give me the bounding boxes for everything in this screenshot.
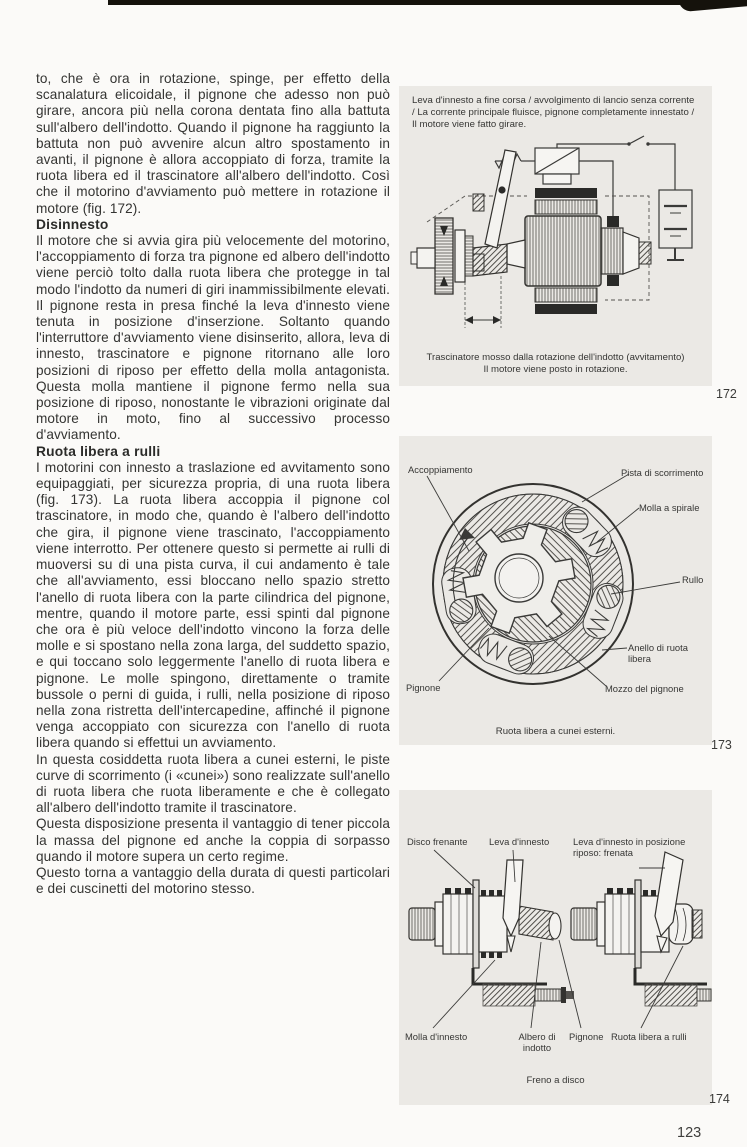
figure-172-panel	[399, 86, 712, 386]
label-pignone: Pignone	[406, 682, 441, 693]
label-ruota-libera-a-rulli: Ruota libera a rulli	[611, 1031, 687, 1042]
paragraph-ruota-1: I motorini con innesto a traslazione ed avvitamento sono equipaggiati, per sicurezza propria, di una ruota libera (fig. 173). La ruota libera accoppia il pignone col trascinatore, in modo che, quando è l'albero dell'indotto che gira, il pignone viene trascinato, l'accoppiamento viene interrotto. Per ottenere questo si permette ai rulli di muoversi su di una pista curva, il cui andamento è tale che all'avviamento, essi bloccano nello spazio stretto l'anello di ruota libera con la parte cilindrica del pignone, mentre, quando il motore parte, essi spinti dal pignone che ora è più veloce dell'indotto vincono la forza delle molle e si spostano nella zona larga, del suddetto spazio, e qui toccano solo leggermente l'anello di ruota libera e pignone. Le molle spingono, direttamente o tramite bussole o perni di guida, i rulli, nella posizione di riposo nella zona ristretta dell'intercapedine, affinché il pignone venga accoppiato con sicurezza con l'anello di ruota libera quando si effettui un avviamento.	[36, 459, 390, 751]
label-molla-a-spirale: Molla a spirale	[639, 502, 700, 513]
paragraph-ruota-2: In questa cosiddetta ruota libera a cunei esterni, le piste curve di scorrimento (i «cunei») sono realizzate sull'anello di ruota libera che ruota liberamente e che è collegato all'albero dell'indotto tramite il trascinatore.	[36, 751, 390, 816]
figure-172-caption-bottom	[399, 352, 712, 376]
armature	[525, 188, 601, 314]
figure-number-174: 174	[709, 1092, 730, 1106]
figure-172-caption-bottom-line2: Il motore viene posto in rotazione.	[483, 364, 628, 376]
battery-symbol	[659, 190, 692, 260]
paragraph-ruota-4: Questo torna a vantaggio della durata di questi particolari e dei cuscinetti del motorino stesso.	[36, 864, 390, 897]
starter-drive-engaged	[409, 860, 574, 1006]
figure-172-caption-bottom-line1: Trascinatore mosso dalla rotazione dell'indotto (avvitamento)	[426, 352, 685, 364]
label-leva-innesto: Leva d'innesto	[489, 836, 550, 847]
figure-number-172: 172	[716, 387, 737, 401]
body-text-column	[36, 71, 390, 897]
scan-top-corner-mark	[679, 0, 747, 12]
label-accoppiamento: Accoppiamento	[408, 464, 473, 475]
switch-contact	[627, 142, 630, 145]
figure-174-caption: Freno a disco	[526, 1075, 585, 1086]
section-heading-disinnesto: Disinnesto	[36, 216, 109, 232]
figure-172-starter-motor-diagram	[409, 132, 702, 344]
label-pista-di-scorrimento: Pista di scorrimento	[621, 467, 704, 478]
paragraph-intro: to, che è ora in rotazione, spinge, per effetto della scanalatura elicoidale, il pignone che adesso non può girare, ancora più nella corona dentata fino alla battuta sull'albero dell'indotto. Quando il pignone ha raggiunto la battuta non può avvenire alcun altro spostamento in avanti, il pignone è allora accoppiato di forza, tramite la ruota libera ed il trascinatore all'albero dell'indotto. Così che il motorino d'avviamento può mettere in rotazione il motore (fig. 172).	[36, 71, 390, 216]
section-heading-ruota-libera: Ruota libera a rulli	[36, 443, 161, 459]
label-pignone: Pignone	[569, 1031, 604, 1042]
switch-contact	[646, 142, 649, 145]
travel-dimension-arrow	[465, 276, 501, 328]
figure-172-caption-top: Leva d'innesto a fine corsa / avvolgimento di lancio senza corrente / La corrente principale fluisce, pignone completamente innestato / Il motore viene fatto girare.	[412, 95, 695, 130]
scan-top-bar	[108, 0, 747, 5]
paragraph-disinnesto: Il motore che si avvia gira più velocemente del motorino, l'accoppiamento di forza tra pignone ed albero dell'indotto viene perciò tolto dalla ruota libera che protegge in tal modo l'indotto da numeri di giri inammissibilmente elevati. Il pignone resta in presa finché la leva d'innesto viene tenuta in posizione d'inserzione. Soltanto quando l'interruttore d'avviamento viene disinserito, allora, leva di innesto, trascinatore e pignone ritornano alle loro posizioni di riposo per effetto della molla antagonista. Questa molla mantiene il pignone fermo nella sua posizione di riposo, nonostante le vibrazioni originate dal motore in moto, fino al successivo processo d'avviamento.	[36, 233, 390, 443]
label-rullo: Rullo	[682, 574, 704, 585]
figure-173-caption: Ruota libera a cunei esterni.	[495, 726, 616, 737]
label-leva-innesto-riposo: Leva d'innesto in posizione riposo: frenata	[573, 836, 686, 858]
label-disco-frenante: Disco frenante	[407, 836, 468, 847]
page-number: 123	[677, 1125, 702, 1141]
label-mozzo-del-pignone: Mozzo del pignone	[605, 683, 684, 694]
paragraph-ruota-3: Questa disposizione presenta il vantaggio di tener piccola la massa del pignone ed anche la coppia di sorpasso quando il motore supera un certo regime.	[36, 816, 390, 864]
figure-173-panel	[399, 436, 712, 745]
label-molla-innesto: Molla d'innesto	[405, 1031, 468, 1042]
label-albero-di-indotto: Albero di indotto	[518, 1031, 556, 1053]
starter-drive-braked	[571, 852, 711, 1006]
figure-number-173: 173	[711, 738, 732, 752]
pinion-gear	[411, 218, 453, 294]
label-anello-di-ruota-libera: Anello di ruota libera	[628, 642, 688, 664]
commutator-brushes	[601, 216, 651, 286]
figure-173-freewheel-diagram	[399, 436, 712, 745]
figure-174-panel	[399, 790, 712, 1105]
